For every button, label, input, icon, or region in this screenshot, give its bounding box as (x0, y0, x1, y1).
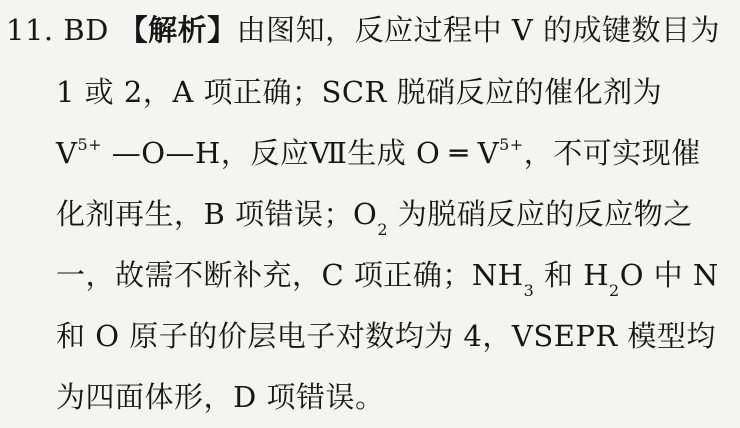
line-text: O 中 N (619, 258, 719, 292)
text-line-3 (56, 131, 740, 175)
analysis-label: 【解析】 (118, 13, 237, 47)
line-text: 1 或 2，A 项正确；SCR 脱硝反应的催化剂为 (56, 75, 663, 109)
text-line-2 (56, 70, 740, 114)
line-text: 一，故需不断补充，C 项正确；NH (56, 258, 524, 292)
subscript-number: 2 (377, 219, 388, 239)
line-text: —O—H，反应Ⅶ生成 O ═ V (102, 136, 500, 170)
line-text: 由图知，反应过程中 V 的成键数目为 (236, 13, 721, 47)
line-text: ，不可实现催 (523, 136, 701, 170)
text-line-7 (56, 375, 740, 419)
text-line-1 (6, 8, 721, 52)
formula-v: V (56, 136, 78, 170)
line-text: 和 H (534, 258, 609, 292)
subscript-number: 3 (523, 280, 535, 300)
line-text: 化剂再生，B 项错误；O (56, 197, 378, 231)
line-text: 为四面体形，D 项错误。 (56, 380, 385, 414)
text-line-5 (56, 253, 740, 300)
superscript-charge: 5+ (77, 135, 103, 155)
question-number-and-answer: 11. BD (6, 13, 119, 47)
line-text: 和 O 原子的价层电子对数均为 4，VSEPR 模型均 (56, 319, 716, 353)
line-text: 为脱硝反应的反应物之 (388, 197, 693, 231)
text-line-4 (56, 192, 740, 239)
superscript-charge: 5+ (499, 135, 524, 155)
text-line-6 (56, 314, 740, 358)
subscript-number: 2 (609, 280, 620, 300)
